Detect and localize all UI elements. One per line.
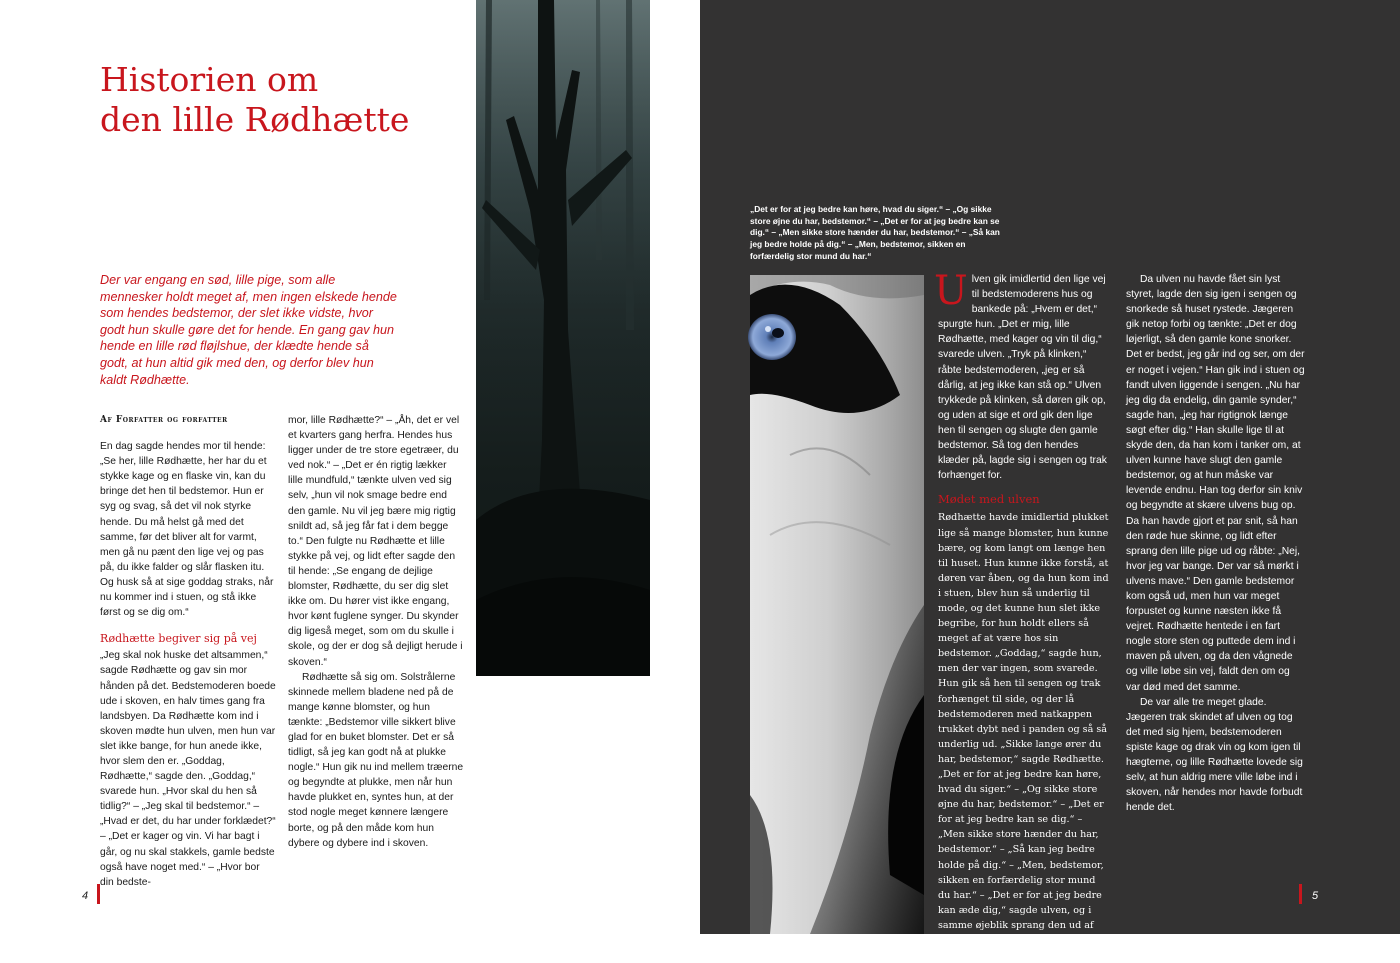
section-heading: Mødet med ulven [938,492,1040,507]
wolf-illustration [750,275,924,934]
page-number: 5 [1312,890,1319,902]
page-number-bar [1299,884,1302,904]
wolf-image [750,275,924,934]
forest-illustration [476,0,650,676]
body-paragraph: Da ulven nu havde fået sin lyst styret, lagde den sig igen i sengen og snorkede så huset rystede. Jægeren gik netop forbi og tænkte: „Det er dog løjerligt, så den gamle kone snorker. Det er bedst, jeg går ind og ser, om der er noget i vejen.“ Han gik ind i stuen og fandt ulven liggende i sengen. „Nu har jeg dig da endelig, din gamle synder,“ sagde han, „jeg har rigtignok længe søgt efter dig.“ Han skulle lige til at skyde den, da han kom i tanker om, at ulven kunne have slugt den gamle bedstemor, og at hun måske var levende endnu. Han tog derfor sin kniv og begyndte at skære ulvens bug op. Da han havde gjort et par snit, så han den røde hue skinne, og lidt efter sprang den lille pige ud og råbte: „Nej, hvor jeg var bange. Der var så mørkt i ulvens mave.“ Den gamle bedstemor kom også ud, men hun var meget forpustet og kunne næsten ikke få vejret. Rødhætte hentede i en fart nogle store sten og puttede dem ind i maven på ulven, og da den vågnede og ville løbe sin vej, faldt den om og var død med det samme. [1126,274,1305,693]
left-page [0,0,700,934]
section-heading: Rødhætte begiver sig på vej [100,632,257,646]
title-line-2: den lille Rødhætte [100,100,410,139]
body-paragraph: En dag sagde hendes mor til hende: „Se her, lille Rødhætte, her har du et stykke kage og en flaske vin, kan du bringe det hen til bedstemor. Hun er syg og svag, så det vil nok styrke hende. Du må helst gå med det samme, før det bliver alt for varmt, men gå nu pænt den lige vej og pas på, du ikke falder og slår flasken itu. Og husk så at sige goddag straks, når nu kommer ind i stuen, og stå ikke først og se dig om.“ [100,441,274,619]
byline: Af Forfatter og forfatter [100,415,228,425]
drop-cap: U [934,268,968,314]
intro-paragraph: Der var engang en sød, lille pige, som alle mennesker holdt meget af, men ingen elskede hende som hendes bedstemor, der slet ikke vidste, hvor godt hun skulle gøre det for hende. En gang gav hun hende en lille rød fløjlshue, der klædte hende så godt, at hun altid gik med den, og derfor blev hun kaldt Rødhætte. [100,273,397,387]
body-paragraph: „Jeg skal nok huske det altsammen,“ sagde Rødhætte og gav sin mor hånden på det. Bedstemoderen boede ude i skoven, en halv times gang fra landsbyen. Da Rødhætte kom ind i skoven mødte hun ulven, men hun var slet ikke bange, for hun anede ikke, hvor slem den er. „Goddag, Rødhætte,“ sagde den. „Goddag,“ svarede hun. „Hvor skal du hen så tidlig?“ – „Jeg skal til bedstemor.“ – „Hvad er det, du har under forklædet?“ – „Det er kager og vin. Vi har bagt i går, og nu skal stakkels, gamle bedste også have noget med.“ – „Hvor bor din bedste- [100,650,276,888]
right-column-1 [934,268,1110,963]
body-paragraph: mor, lille Rødhætte?“ – „Åh, det er vel et kvarters gang herfra. Hendes hus ligger under de tre store egetræer, du ved nok.“ – „Det er én rigtig lækker lille mundfuld,“ tænkte ulven ved sig selv, „hun vil nok smage bedre end den gamle. Nu vil jeg bære mig rigtig snildt ad, så jeg får fat i dem begge to.“ Den fulgte nu Rødhætte et lille stykke på vej, og lidt efter sagde den til hende: „Se engang de dejlige blomster, Rødhætte, du ser dig slet ikke om. Du hører vist ikke engang, hvor kønt fuglene synger. Du skynder dig ligeså meget, som om du skulle i skole, og der er dog så dejligt herude i skoven.“ [288,415,463,668]
forest-image [476,0,650,676]
pull-quote: „Det er for at jeg bedre kan høre, hvad du siger.“ – „Og sikke store øjne du har, bedstemor.“ – „Det er for at jeg bedre kan se dig.“ – „Men sikke store hænder du har, bedstemor.“ – „Så kan jeg bedre holde på dig.“ – „Men, bedstemor, sikken en forfærdelig stor mund du har.“ [750,204,1000,261]
body-paragraph: Rødhætte havde imidlertid plukket lige så mange blomster, hun kunne bære, og kom langt om længe hen til huset. Hun kunne ikke forstå, at døren var åben, og da hun kom ind i stuen, blev hun så underlig til mode, og det kunne hun slet ikke begribe, for hun holdt ellers så meget af at være hos sin bedstemor. „Goddag,“ sagde hun, men der var ingen, som svarede. Hun gik så hen til sengen og trak forhænget til side, og der lå bedstemoderen med natkappen trukket dybt ned i panden og så så underlig ud. „Sikke lange ører du har, bedstemor,“ sagde Rødhætte. „Det er for at jeg bedre kan høre, hvad du siger.“ – „Og sikke store øjne du har, bedstemor.“ – „Det er for at jeg bedre kan se dig.“ – „Men sikke store hænder du har, bedstemor.“ – „Så kan jeg bedre holde på dig.“ – „Men, bedstemor, sikken en forfærdelig stor mund du har.“ – „Det er for at jeg bedre kan æde dig,“ sagde ulven, og i samme øjeblik sprang den ud af sengen og slugte den stakkels lille Rødhætte. [938,512,1109,962]
page-title [100,60,460,140]
title-line-1: Historien om [100,60,319,99]
body-paragraph: Rødhætte så sig om. Solstrålerne skinnede mellem bladene ned på de mange kønne blomster, og hun tænkte: „Bedstemor ville sikkert blive glad for en buket blomster. Det er så tidligt, så jeg kan godt nå at plukke nogle.“ Hun gik nu ind mellem træerne og begyndte at plukke, men når hun havde plukket en, syntes hun, at der stod nogle meget kønnere længere borte, og på den måde kom hun dybere og dybere ind i skoven. [288,671,464,849]
right-column-2 [1126,272,1306,815]
page-number-bar [97,884,100,904]
body-paragraph: lven gik imidlertid den lige vej til bedstemoderens hus og bankede på: „Hvem er det,“ spurgte hun. „Det er mig, lille Rødhætte, med kager og vin til dig,“ svarede ulven. „Tryk på klinken,“ råbte bedstemoderen, „jeg er så dårlig, at jeg ikke kan stå op.“ Ulven trykkede på klinken, så døren gik op, og uden at sige et ord gik den lige hen til sengen og slugte den gamle bedstemor. Så tog den hendes klæder på, lagde sig i sengen og trak forhænget for. [938,274,1107,482]
left-column-2 [288,413,464,851]
body-paragraph: De var alle tre meget glade. Jægeren trak skindet af ulven og tog det med sig hjem, bedstemoderen spiste kage og drak vin og kom igen til hægterne, og lille Rødhætte lovede sig selv, at hun aldrig mere ville løbe ind i skoven, når hendes mor havde forbudt hende det. [1126,696,1303,814]
left-column-1 [100,413,276,890]
page-number: 4 [82,890,89,902]
